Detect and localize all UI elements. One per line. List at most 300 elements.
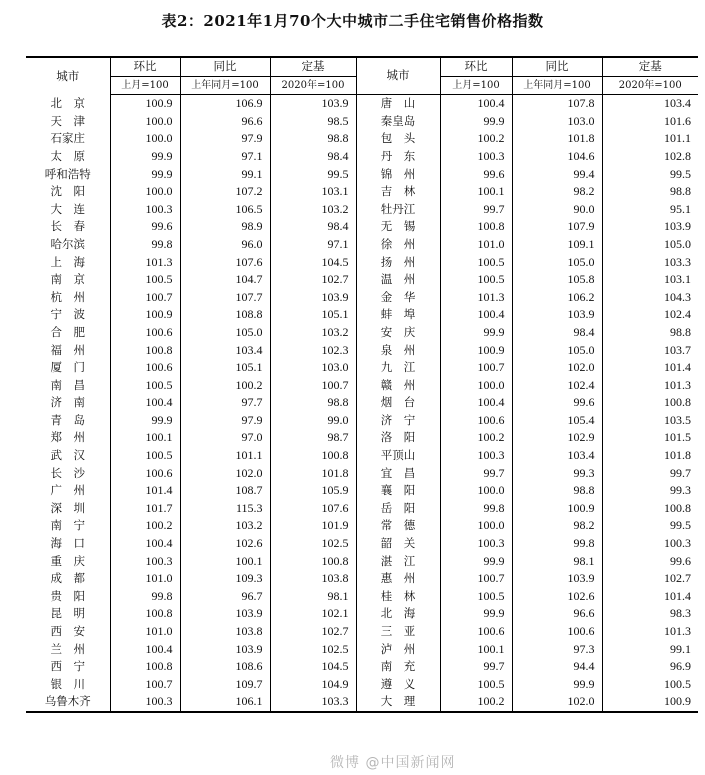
mom-right-cell: 100.0: [440, 517, 512, 535]
yoy-left-cell: 107.7: [180, 289, 270, 307]
city-right-cell: 大 理: [356, 693, 440, 712]
table-row: [26, 394, 698, 412]
yoy-left-cell: 105.1: [180, 359, 270, 377]
yoy-left-cell: 101.1: [180, 447, 270, 465]
base-right-cell: 101.4: [602, 359, 698, 377]
table-row: [26, 201, 698, 219]
yoy-left-cell: 99.1: [180, 166, 270, 184]
city-left-cell: 郑 州: [50, 430, 85, 445]
city-right-cell: 锦 州: [356, 166, 440, 184]
mom-right-cell: 99.9: [440, 113, 512, 131]
yoy-left-cell: 108.8: [180, 306, 270, 324]
base-left-cell: 103.2: [270, 201, 356, 219]
table-row: [26, 236, 698, 254]
yoy-right-cell: 103.4: [512, 447, 602, 465]
city-right-cell: 桂 林: [356, 588, 440, 606]
yoy-left-cell: 97.9: [180, 412, 270, 430]
table-row: [26, 535, 698, 553]
base-header-left: 定基: [270, 57, 356, 76]
city-right-cell: 济 宁: [356, 412, 440, 430]
base-left-cell: 103.3: [270, 693, 356, 712]
base-left-cell: 100.7: [270, 377, 356, 395]
mom-right-cell: 100.3: [440, 447, 512, 465]
yoy-left-cell: 96.0: [180, 236, 270, 254]
yoy-left-cell: 103.4: [180, 342, 270, 360]
base-left-cell: 103.9: [270, 95, 356, 113]
mom-left-cell: 100.4: [110, 535, 180, 553]
table-row: [26, 517, 698, 535]
city-right-cell: 丹 东: [356, 148, 440, 166]
price-index-table-wrapper: [26, 56, 698, 713]
yoy-left-cell: 103.8: [180, 623, 270, 641]
yoy-right-cell: 104.6: [512, 148, 602, 166]
mom-right-cell: 100.4: [440, 95, 512, 113]
mom-left-cell: 99.9: [110, 148, 180, 166]
mom-left-cell: 100.9: [110, 95, 180, 113]
table-row: [26, 465, 698, 483]
city-right-cell: 吉 林: [356, 183, 440, 201]
yoy-right-cell: 102.0: [512, 693, 602, 712]
mom-right-cell: 99.6: [440, 166, 512, 184]
yoy-right-cell: 99.8: [512, 535, 602, 553]
city-left-cell: 乌鲁木齐: [26, 693, 110, 712]
city-left-cell: 济 南: [50, 395, 85, 410]
base-right-cell: 103.1: [602, 271, 698, 289]
mom-right-cell: 99.8: [440, 500, 512, 518]
yoy-right-cell: 96.6: [512, 605, 602, 623]
mom-right-cell: 99.7: [440, 465, 512, 483]
city-header-left: 城市: [26, 57, 110, 95]
base-right-cell: 101.3: [602, 623, 698, 641]
mom-right-cell: 101.0: [440, 236, 512, 254]
base-left-cell: 98.1: [270, 588, 356, 606]
yoy-left-cell: 98.9: [180, 218, 270, 236]
mom-right-cell: 100.8: [440, 218, 512, 236]
table-row: [26, 254, 698, 272]
yoy-right-cell: 99.6: [512, 394, 602, 412]
city-left-cell: 南 京: [50, 272, 85, 287]
yoy-subheader-right: 上年同月=100: [512, 76, 602, 95]
yoy-right-cell: 98.1: [512, 553, 602, 571]
mom-right-cell: 100.0: [440, 482, 512, 500]
mom-right-cell: 100.3: [440, 148, 512, 166]
yoy-right-cell: 99.3: [512, 465, 602, 483]
mom-right-cell: 100.1: [440, 641, 512, 659]
yoy-right-cell: 103.9: [512, 306, 602, 324]
city-right-cell: 岳 阳: [356, 500, 440, 518]
city-left-cell: 哈尔滨: [50, 236, 85, 251]
yoy-left-cell: 106.5: [180, 201, 270, 219]
city-left-cell: 南 宁: [50, 518, 85, 533]
mom-right-cell: 99.7: [440, 658, 512, 676]
yoy-right-cell: 98.4: [512, 324, 602, 342]
yoy-right-cell: 109.1: [512, 236, 602, 254]
mom-left-cell: 100.3: [110, 201, 180, 219]
mom-right-cell: 99.9: [440, 553, 512, 571]
yoy-right-cell: 105.0: [512, 342, 602, 360]
yoy-left-cell: 97.7: [180, 394, 270, 412]
yoy-right-cell: 90.0: [512, 201, 602, 219]
city-right-cell: 赣 州: [356, 377, 440, 395]
city-right-cell: 秦皇岛: [356, 113, 440, 131]
city-left-cell: 宁 波: [50, 307, 85, 322]
base-right-cell: 99.5: [602, 517, 698, 535]
mom-right-cell: 101.3: [440, 289, 512, 307]
mom-left-cell: 100.6: [110, 324, 180, 342]
mom-left-cell: 99.8: [110, 236, 180, 254]
city-left-cell: 杭 州: [50, 289, 85, 304]
table-row: [26, 623, 698, 641]
table-row: [26, 588, 698, 606]
yoy-left-cell: 104.7: [180, 271, 270, 289]
yoy-left-cell: 106.1: [180, 693, 270, 712]
base-left-cell: 104.5: [270, 254, 356, 272]
mom-right-cell: 100.2: [440, 429, 512, 447]
yoy-right-cell: 107.9: [512, 218, 602, 236]
yoy-right-cell: 102.4: [512, 377, 602, 395]
base-left-cell: 107.6: [270, 500, 356, 518]
city-left-cell: 厦 门: [50, 360, 85, 375]
city-left-cell: 长 春: [50, 219, 85, 234]
base-right-cell: 103.3: [602, 254, 698, 272]
city-left-cell: 青 岛: [50, 412, 85, 427]
base-right-cell: 99.5: [602, 166, 698, 184]
yoy-left-cell: 102.0: [180, 465, 270, 483]
base-right-cell: 99.6: [602, 553, 698, 571]
yoy-right-cell: 98.2: [512, 183, 602, 201]
city-left-cell: 沈 阳: [50, 184, 85, 199]
city-left-cell: 长 沙: [50, 465, 85, 480]
base-right-cell: 98.8: [602, 324, 698, 342]
city-right-cell: 洛 阳: [356, 429, 440, 447]
base-right-cell: 101.4: [602, 588, 698, 606]
base-left-cell: 103.8: [270, 570, 356, 588]
base-left-cell: 102.7: [270, 271, 356, 289]
mom-right-cell: 100.5: [440, 676, 512, 694]
city-left-cell: 贵 阳: [50, 588, 85, 603]
city-right-cell: 襄 阳: [356, 482, 440, 500]
mom-left-cell: 99.8: [110, 588, 180, 606]
mom-left-cell: 100.6: [110, 465, 180, 483]
table-row: [26, 130, 698, 148]
mom-left-cell: 100.4: [110, 394, 180, 412]
city-left-cell: 海 口: [50, 536, 85, 551]
base-right-cell: 98.8: [602, 183, 698, 201]
base-right-cell: 101.5: [602, 429, 698, 447]
yoy-header-right: 同比: [512, 57, 602, 76]
city-left-cell: 呼和浩特: [44, 166, 91, 181]
mom-left-cell: 100.7: [110, 676, 180, 694]
table-row: [26, 271, 698, 289]
mom-right-cell: 100.1: [440, 183, 512, 201]
yoy-right-cell: 99.4: [512, 166, 602, 184]
base-left-cell: 103.0: [270, 359, 356, 377]
mom-left-cell: 100.4: [110, 641, 180, 659]
base-right-cell: 99.1: [602, 641, 698, 659]
city-left-cell: 昆 明: [50, 606, 85, 621]
mom-left-cell: 100.3: [110, 693, 180, 712]
city-right-cell: 金 华: [356, 289, 440, 307]
city-left-cell: 石家庄: [50, 131, 85, 146]
base-left-cell: 102.5: [270, 641, 356, 659]
city-left-cell: 广 州: [50, 483, 85, 498]
mom-left-cell: 101.0: [110, 570, 180, 588]
mom-subheader-right: 上月=100: [440, 76, 512, 95]
mom-left-cell: 100.3: [110, 553, 180, 571]
mom-left-cell: 101.0: [110, 623, 180, 641]
base-left-cell: 101.9: [270, 517, 356, 535]
city-right-cell: 惠 州: [356, 570, 440, 588]
yoy-left-cell: 100.2: [180, 377, 270, 395]
yoy-left-cell: 102.6: [180, 535, 270, 553]
base-right-cell: 99.7: [602, 465, 698, 483]
city-right-cell: 宜 昌: [356, 465, 440, 483]
yoy-left-cell: 97.0: [180, 429, 270, 447]
yoy-right-cell: 103.9: [512, 570, 602, 588]
base-left-cell: 100.8: [270, 447, 356, 465]
table-row: [26, 342, 698, 360]
mom-right-cell: 99.7: [440, 201, 512, 219]
mom-left-cell: 100.0: [110, 130, 180, 148]
yoy-left-cell: 109.7: [180, 676, 270, 694]
table-row: [26, 412, 698, 430]
table-row: [26, 377, 698, 395]
base-right-cell: 100.5: [602, 676, 698, 694]
mom-left-cell: 99.9: [110, 166, 180, 184]
mom-left-cell: 100.0: [110, 183, 180, 201]
city-right-cell: 遵 义: [356, 676, 440, 694]
mom-left-cell: 100.5: [110, 447, 180, 465]
watermark: 微博 @中国新闻网: [330, 755, 456, 771]
yoy-left-cell: 97.1: [180, 148, 270, 166]
mom-right-cell: 100.9: [440, 342, 512, 360]
mom-right-cell: 99.9: [440, 324, 512, 342]
base-left-cell: 103.1: [270, 183, 356, 201]
city-left-cell: 大 连: [50, 201, 85, 216]
base-right-cell: 100.8: [602, 394, 698, 412]
yoy-right-cell: 105.0: [512, 254, 602, 272]
base-right-cell: 100.8: [602, 500, 698, 518]
city-left-cell: 深 圳: [50, 500, 85, 515]
city-right-cell: 南 充: [356, 658, 440, 676]
city-left-cell: 北 京: [50, 95, 85, 110]
table-row: [26, 306, 698, 324]
mom-right-cell: 100.2: [440, 130, 512, 148]
table-row: [26, 553, 698, 571]
yoy-left-cell: 103.9: [180, 605, 270, 623]
city-left-cell: 福 州: [50, 342, 85, 357]
yoy-right-cell: 101.8: [512, 130, 602, 148]
yoy-right-cell: 99.9: [512, 676, 602, 694]
yoy-right-cell: 107.8: [512, 95, 602, 113]
table-row: [26, 95, 698, 113]
mom-left-cell: 100.5: [110, 377, 180, 395]
mom-left-cell: 100.2: [110, 517, 180, 535]
base-left-cell: 102.1: [270, 605, 356, 623]
base-left-cell: 102.7: [270, 623, 356, 641]
table-row: [26, 676, 698, 694]
base-left-cell: 105.9: [270, 482, 356, 500]
city-right-cell: 无 锡: [356, 218, 440, 236]
city-left-cell: 兰 州: [50, 641, 85, 656]
base-header-right: 定基: [602, 57, 698, 76]
yoy-right-cell: 94.4: [512, 658, 602, 676]
yoy-left-cell: 115.3: [180, 500, 270, 518]
base-subheader-right: 2020年=100: [602, 76, 698, 95]
base-left-cell: 103.2: [270, 324, 356, 342]
mom-left-cell: 100.5: [110, 271, 180, 289]
yoy-right-cell: 103.0: [512, 113, 602, 131]
base-right-cell: 95.1: [602, 201, 698, 219]
yoy-left-cell: 109.3: [180, 570, 270, 588]
yoy-right-cell: 100.6: [512, 623, 602, 641]
yoy-left-cell: 105.0: [180, 324, 270, 342]
mom-left-cell: 100.0: [110, 113, 180, 131]
mom-left-cell: 99.6: [110, 218, 180, 236]
yoy-left-cell: 96.7: [180, 588, 270, 606]
base-left-cell: 99.5: [270, 166, 356, 184]
mom-right-cell: 100.4: [440, 306, 512, 324]
city-right-cell: 扬 州: [356, 254, 440, 272]
city-right-cell: 牡丹江: [356, 201, 440, 219]
mom-right-cell: 100.7: [440, 359, 512, 377]
city-right-cell: 温 州: [356, 271, 440, 289]
city-left-cell: 西 安: [50, 624, 85, 638]
city-left-cell: 太 原: [50, 148, 85, 163]
city-left-cell: 成 都: [50, 571, 85, 586]
base-right-cell: 104.3: [602, 289, 698, 307]
city-left-cell: 天 津: [50, 113, 85, 128]
table-row: [26, 148, 698, 166]
mom-left-cell: 100.8: [110, 342, 180, 360]
city-right-cell: 平顶山: [356, 447, 440, 465]
city-right-cell: 蚌 埠: [356, 306, 440, 324]
city-left-cell: 重 庆: [50, 553, 85, 568]
city-right-cell: 九 江: [356, 359, 440, 377]
base-left-cell: 98.8: [270, 394, 356, 412]
base-left-cell: 99.0: [270, 412, 356, 430]
mom-left-cell: 100.9: [110, 306, 180, 324]
city-right-cell: 安 庆: [356, 324, 440, 342]
mom-right-cell: 100.5: [440, 588, 512, 606]
table-row: [26, 359, 698, 377]
yoy-left-cell: 103.9: [180, 641, 270, 659]
table-row: [26, 218, 698, 236]
mom-header-right: 环比: [440, 57, 512, 76]
yoy-left-cell: 100.1: [180, 553, 270, 571]
base-left-cell: 101.8: [270, 465, 356, 483]
mom-left-cell: 100.1: [110, 429, 180, 447]
yoy-right-cell: 106.2: [512, 289, 602, 307]
base-left-cell: 98.4: [270, 218, 356, 236]
base-left-cell: 103.9: [270, 289, 356, 307]
yoy-left-cell: 96.6: [180, 113, 270, 131]
base-left-cell: 104.5: [270, 658, 356, 676]
table-row: [26, 447, 698, 465]
base-right-cell: 103.5: [602, 412, 698, 430]
city-left-cell: 西 宁: [50, 659, 85, 674]
base-right-cell: 103.4: [602, 95, 698, 113]
table-row: [26, 166, 698, 184]
mom-left-cell: 100.8: [110, 658, 180, 676]
table-title: 表2：2021年1月70个大中城市二手住宅销售价格指数: [161, 12, 544, 30]
city-right-cell: 泉 州: [356, 342, 440, 360]
table-row: [26, 324, 698, 342]
yoy-right-cell: 102.6: [512, 588, 602, 606]
base-right-cell: 103.9: [602, 218, 698, 236]
city-left-cell: 南 昌: [50, 377, 85, 392]
table-body: [26, 95, 698, 712]
mom-header-left: 环比: [110, 57, 180, 76]
base-right-cell: 98.3: [602, 605, 698, 623]
yoy-right-cell: 100.9: [512, 500, 602, 518]
price-index-table: [26, 56, 698, 713]
base-right-cell: 99.3: [602, 482, 698, 500]
base-right-cell: 102.8: [602, 148, 698, 166]
table-row: [26, 658, 698, 676]
base-right-cell: 101.6: [602, 113, 698, 131]
city-right-cell: 三 亚: [356, 623, 440, 641]
mom-right-cell: 100.5: [440, 271, 512, 289]
city-right-cell: 韶 关: [356, 535, 440, 553]
mom-right-cell: 100.3: [440, 535, 512, 553]
mom-right-cell: 100.6: [440, 623, 512, 641]
yoy-right-cell: 98.8: [512, 482, 602, 500]
city-right-cell: 烟 台: [356, 394, 440, 412]
base-left-cell: 104.9: [270, 676, 356, 694]
yoy-right-cell: 97.3: [512, 641, 602, 659]
city-right-cell: 湛 江: [356, 553, 440, 571]
yoy-right-cell: 102.0: [512, 359, 602, 377]
base-left-cell: 98.7: [270, 429, 356, 447]
mom-subheader-left: 上月=100: [110, 76, 180, 95]
table-row: [26, 183, 698, 201]
city-left-cell: 合 肥: [50, 324, 85, 339]
base-left-cell: 98.4: [270, 148, 356, 166]
yoy-left-cell: 106.9: [180, 95, 270, 113]
mom-left-cell: 99.9: [110, 412, 180, 430]
base-right-cell: 96.9: [602, 658, 698, 676]
city-right-cell: 徐 州: [356, 236, 440, 254]
yoy-left-cell: 97.9: [180, 130, 270, 148]
city-right-cell: 泸 州: [356, 641, 440, 659]
table-row: [26, 429, 698, 447]
base-right-cell: 103.7: [602, 342, 698, 360]
mom-right-cell: 100.4: [440, 394, 512, 412]
mom-left-cell: 101.4: [110, 482, 180, 500]
table-row: [26, 641, 698, 659]
base-left-cell: 100.8: [270, 553, 356, 571]
table-row: [26, 113, 698, 131]
mom-left-cell: 101.3: [110, 254, 180, 272]
yoy-right-cell: 105.4: [512, 412, 602, 430]
city-right-cell: 唐 山: [356, 95, 440, 113]
base-right-cell: 100.3: [602, 535, 698, 553]
mom-right-cell: 100.6: [440, 412, 512, 430]
city-right-cell: 常 德: [356, 517, 440, 535]
mom-right-cell: 100.0: [440, 377, 512, 395]
mom-right-cell: 100.7: [440, 570, 512, 588]
mom-left-cell: 100.8: [110, 605, 180, 623]
table-row: [26, 289, 698, 307]
mom-right-cell: 100.5: [440, 254, 512, 272]
yoy-right-cell: 98.2: [512, 517, 602, 535]
mom-left-cell: 100.6: [110, 359, 180, 377]
yoy-right-cell: 105.8: [512, 271, 602, 289]
base-left-cell: 102.3: [270, 342, 356, 360]
base-right-cell: 102.7: [602, 570, 698, 588]
table-row: [26, 605, 698, 623]
